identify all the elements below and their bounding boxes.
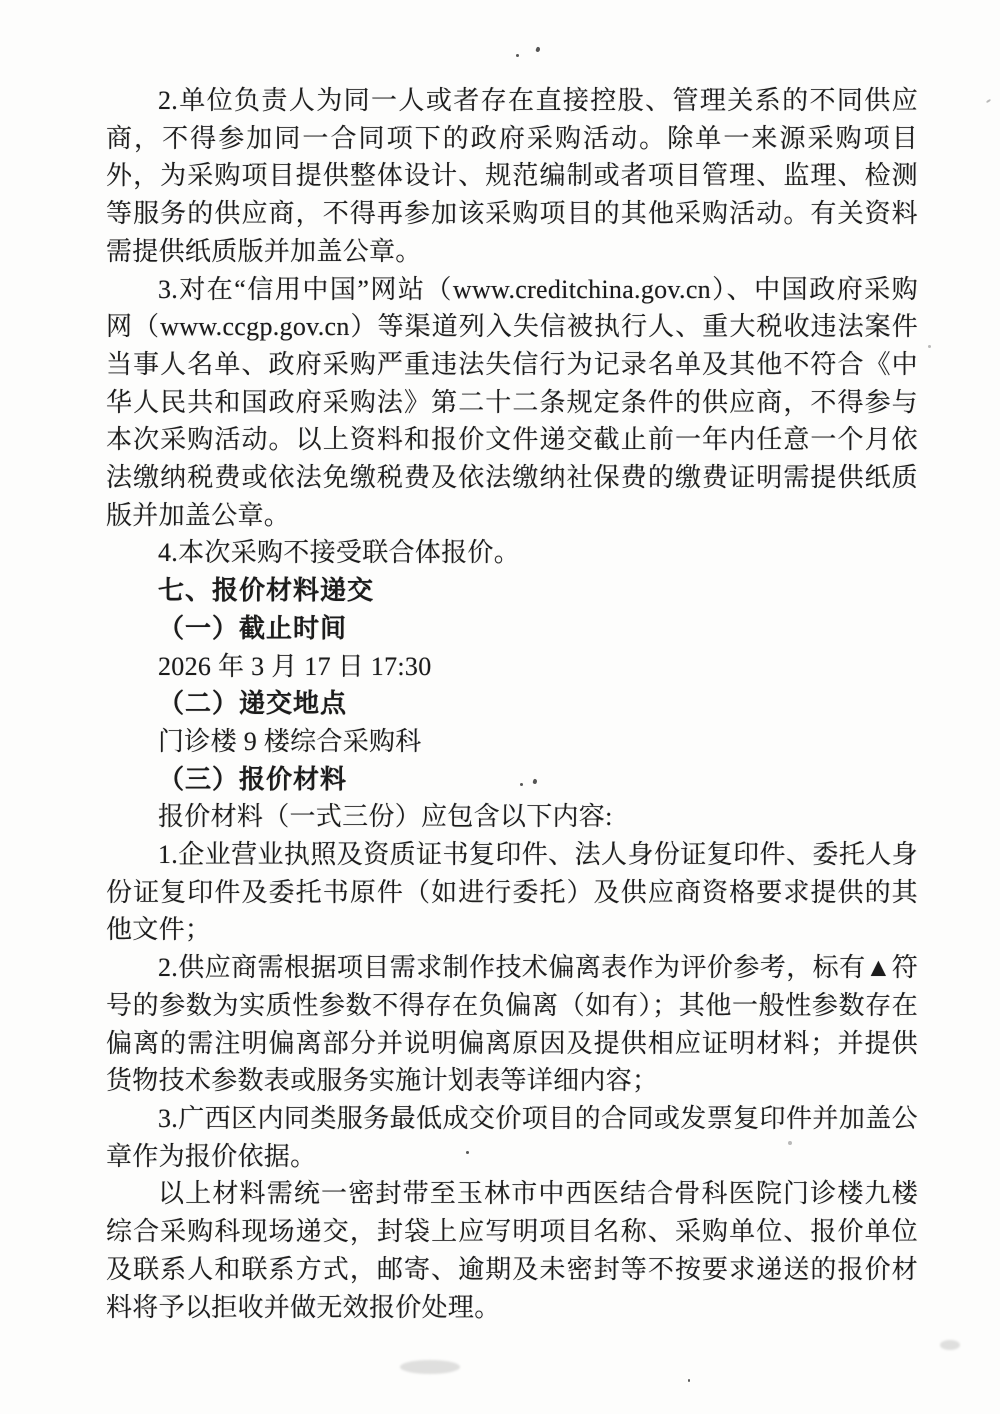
- scan-speck: [516, 54, 519, 57]
- para-sealing-requirements: 以上材料需统一密封带至玉林市中西医结合骨科医院门诊楼九楼综合采购科现场递交，封袋上应写明项目名称、采购单位、报价单位及联系人和联系方式，邮寄、逾期及未密封等不按要求递送的报价材料将予以拒收并做无效报价处理。: [106, 1179, 918, 1322]
- scan-speck: [688, 1379, 690, 1382]
- para-credit-china: 3.对在“信用中国”网站（www.creditchina.gov.cn）、中国政府采购网（www.ccgp.gov.cn）等渠道列入失信被执行人、重大税收违法案件当事人名单、政府采购严重违法失信行为记录名单及其他不符合《中华人民共和国政府采购法》第二十二条规定条件的供应商，不得参与本次采购活动。以上资料和报价文件递交截止前一年内任意一个月依法缴纳税费或依法免缴税费及依法缴纳社保费的缴费证明需提供纸质版并加盖公章。: [106, 274, 918, 530]
- scan-speck: [788, 1141, 792, 1145]
- heading-section-seven: 七、报价材料递交: [158, 575, 375, 606]
- para-no-consortium: 4.本次采购不接受联合体报价。: [158, 538, 521, 568]
- scan-smudge: [400, 1360, 460, 1374]
- scan-speck: [986, 99, 991, 104]
- scan-speck: [928, 345, 931, 348]
- scan-speck: [535, 46, 541, 52]
- scan-speck: [466, 1151, 469, 1154]
- scan-smudge: [940, 1340, 960, 1350]
- para-item-1-licenses: 1.企业营业执照及资质证书复印件、法人身份证复印件、委托人身份证复印件及委托书原件（如进行委托）及供应商资格要求提供的其他文件；: [106, 840, 918, 945]
- text-delivery-location: 门诊楼 9 楼综合采购科: [158, 726, 422, 756]
- para-supplier-restriction: 2.单位负责人为同一人或者存在直接控股、管理关系的不同供应商，不得参加同一合同项下的政府采购活动。除单一来源采购项目外，为采购项目提供整体设计、规范编制或者项目管理、监理、检测等服务的供应商，不得再参加该采购项目的其他采购活动。有关资料需提供纸质版并加盖公章。: [106, 86, 918, 266]
- para-item-2-deviation-table: 2.供应商需根据项目需求制作技术偏离表作为评价参考，标有▲符号的参数为实质性参数不得存在负偏离（如有）；其他一般性参数存在偏离的需注明偏离部分并说明偏离原因及提供相应证明材料；并提供货物技术参数表或服务实施计划表等详细内容；: [106, 953, 918, 1096]
- para-item-3-contract-invoice: 3.广西区内同类服务最低成交价项目的合同或发票复印件并加盖公章作为报价依据。: [106, 1103, 918, 1171]
- text-deadline-datetime: 2026 年 3 月 17 日 17:30: [158, 651, 432, 681]
- document-body: [106, 82, 918, 1326]
- para-materials-intro: 报价材料（一式三份）应包含以下内容:: [158, 802, 613, 832]
- heading-delivery-location: （二）递交地点: [158, 688, 348, 719]
- scan-speck: [520, 783, 523, 786]
- heading-deadline: （一）截止时间: [158, 612, 348, 643]
- heading-quotation-materials: （三）报价材料: [158, 763, 348, 794]
